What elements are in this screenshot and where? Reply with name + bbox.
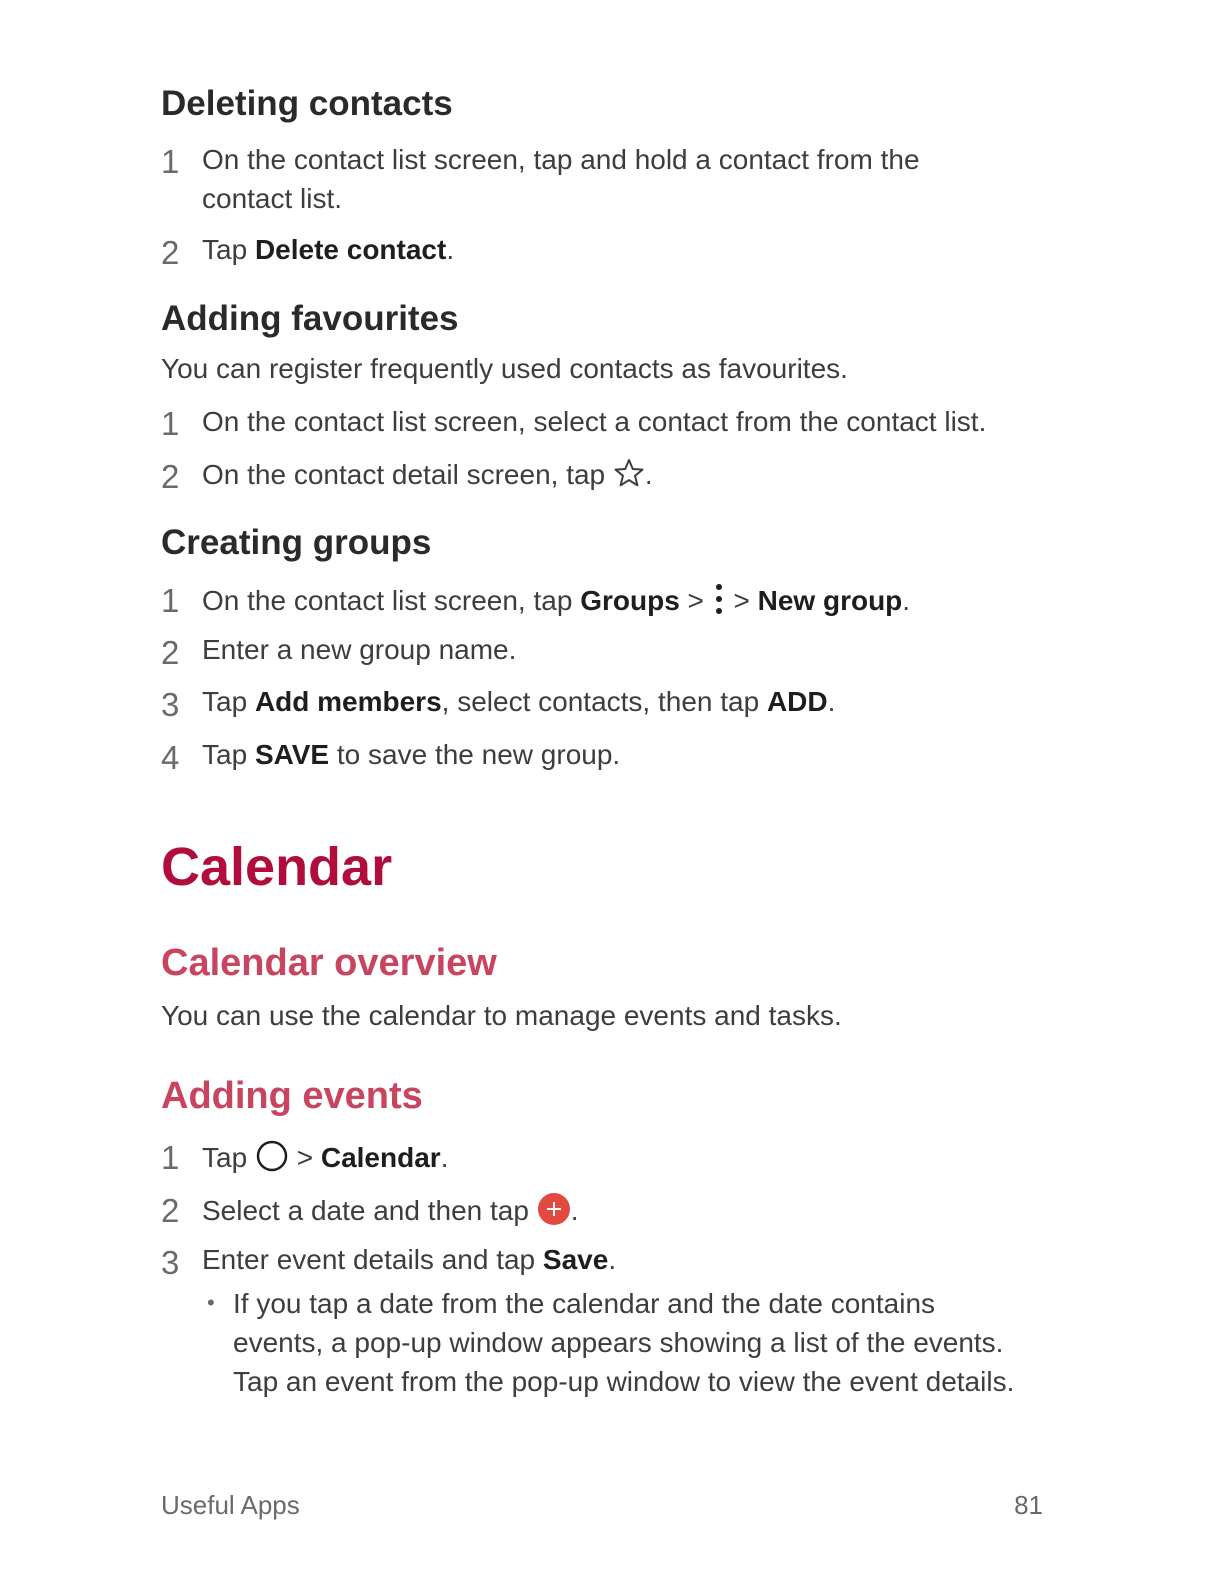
step-number: 1: [161, 1139, 180, 1176]
ui-term: New group: [757, 584, 903, 616]
heading-calendar-overview: Calendar overview: [161, 942, 497, 984]
step-number: 2: [161, 234, 180, 271]
step-text: On the contact list screen, tap and hold a contact from the: [202, 144, 920, 175]
step-text: Tap Delete contact.: [202, 234, 455, 265]
plus-circle-icon: [537, 1192, 571, 1233]
step-number: 1: [161, 143, 180, 180]
step-number: 2: [161, 634, 180, 671]
step-number: 1: [161, 405, 180, 442]
step-text: Select a date and then tap .: [202, 1192, 578, 1233]
step-text: Tap Add members, select contacts, then tap ADD.: [202, 686, 836, 717]
heading-adding-favourites: Adding favourites: [161, 299, 459, 338]
step-text: Enter a new group name.: [202, 634, 517, 665]
note-text: events, a pop-up window appears showing a list of the events.: [233, 1327, 1004, 1358]
step-number: 3: [161, 686, 180, 723]
step-text: On the contact list screen, tap Groups > > New group.: [202, 582, 910, 623]
step-text: Tap > Calendar.: [202, 1139, 448, 1180]
bullet: •: [207, 1290, 215, 1315]
ui-term: Calendar: [320, 1141, 441, 1173]
chapter-title: Calendar: [161, 837, 393, 897]
ui-term: SAVE: [254, 739, 330, 770]
step-text: Tap SAVE to save the new group.: [202, 739, 621, 770]
step-number: 2: [161, 1192, 180, 1229]
step-number: 4: [161, 739, 180, 776]
heading-creating-groups: Creating groups: [161, 523, 432, 562]
step-number: 2: [161, 458, 180, 495]
note-text: Tap an event from the pop-up window to view the event details.: [233, 1366, 1015, 1397]
footer-section-name: Useful Apps: [161, 1490, 300, 1520]
intro-text: You can register frequently used contacts as favourites.: [161, 353, 848, 384]
step-text: On the contact list screen, select a contact from the contact list.: [202, 406, 987, 437]
overview-text: You can use the calendar to manage events and tasks.: [161, 1000, 842, 1031]
ui-term: Save: [542, 1244, 609, 1275]
page-number: 81: [1014, 1490, 1043, 1520]
heading-deleting-contacts: Deleting contacts: [161, 84, 453, 123]
step-text: Enter event details and tap Save.: [202, 1244, 617, 1275]
more-options-icon: [712, 582, 726, 623]
home-circle-icon: [255, 1139, 289, 1180]
heading-adding-events: Adding events: [161, 1075, 423, 1117]
step-text: On the contact detail screen, tap .: [202, 458, 653, 495]
ui-term: Groups: [580, 584, 680, 616]
star-outline-icon: [613, 458, 645, 495]
step-text-continued: contact list.: [202, 183, 343, 214]
ui-term: ADD: [766, 686, 828, 717]
ui-term: Add members: [254, 686, 442, 717]
note-text: If you tap a date from the calendar and the date contains: [233, 1288, 936, 1319]
step-number: 1: [161, 582, 180, 619]
step-number: 3: [161, 1244, 180, 1281]
ui-term: Delete contact: [254, 234, 447, 265]
